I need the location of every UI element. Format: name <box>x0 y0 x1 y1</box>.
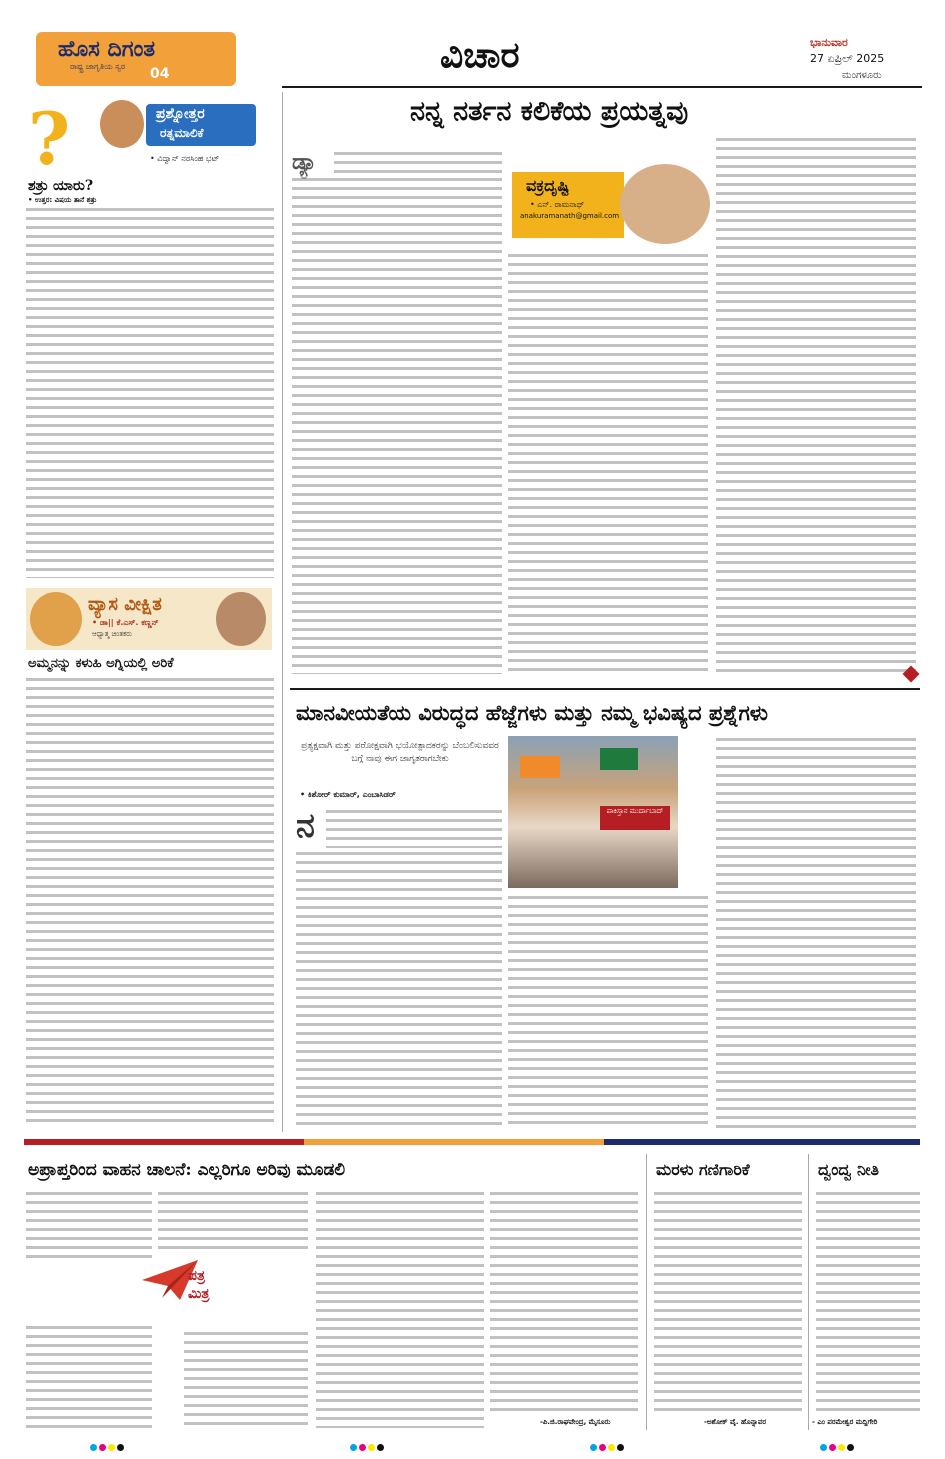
vyasa-title: ವ್ಯಾಸ ವೀಕ್ಷಿತ <box>88 594 162 615</box>
qa-article-title: ಶತ್ರು ಯಾರು? <box>28 178 94 194</box>
letter-3-signature: - ಎಂ ಪರಮೇಶ್ವರ ಮದ್ದಿಗೇರಿ <box>812 1418 878 1426</box>
letters-divider-2 <box>808 1154 809 1430</box>
qa-article-body <box>26 206 274 578</box>
letter-1-col-4 <box>490 1190 638 1412</box>
letter-2-signature: -ಅಶೋಕ್ ವೈ. ಹೊನ್ನಾವರ <box>704 1418 767 1426</box>
photo-flag-saffron <box>520 756 560 778</box>
column-divider <box>282 92 283 1132</box>
vyasa-author-photo <box>216 592 266 646</box>
stripe-orange <box>304 1139 604 1145</box>
section-divider <box>290 688 920 690</box>
main-article-column-3 <box>716 136 916 674</box>
author-email[interactable]: anakuramanath@gmail.com <box>520 212 620 220</box>
protest-banner: ಪಾಕಿಸ್ತಾನ ಮುರ್ದಾಬಾದ್ <box>600 806 670 830</box>
print-registration-marks-4 <box>820 1436 856 1455</box>
letter-1-title: ಅಪ್ರಾಪ್ತರಿಂದ ವಾಹನ ಚಾಲನೆ: ಎಲ್ಲರಿಗೂ ಅರಿವು ಮೂಡಲಿ <box>28 1160 346 1180</box>
letter-3-body <box>816 1190 920 1412</box>
humanity-article-lead <box>326 808 502 848</box>
humanity-article-author: • ಕಿಶೋರ್ ಕುಮಾರ್, ಎಂಬಾಸಿಡರ್ <box>300 790 396 799</box>
humanity-article-column-3 <box>716 736 916 1128</box>
main-article-column-1 <box>292 176 502 674</box>
main-author-photo <box>620 164 710 244</box>
page-number: 04 <box>150 66 170 82</box>
letter-2-title: ಮರಳು ಗಣಿಗಾರಿಕೆ <box>656 1160 750 1179</box>
letter-1-col-1a <box>26 1190 152 1260</box>
section-title: ವಿಚಾರ <box>440 34 520 76</box>
logo-tagline: ರಾಷ್ಟ್ರ ಜಾಗೃತಿಯ ಸ್ವರ <box>70 62 126 71</box>
letter-2-body <box>654 1190 802 1412</box>
qa-title: ಪ್ರಶ್ನೋತ್ತರ <box>156 106 205 122</box>
letters-divider-1 <box>646 1154 647 1430</box>
qa-author-photo <box>100 100 144 148</box>
letter-1-col-3 <box>316 1190 484 1428</box>
date-day: ಭಾನುವಾರ <box>810 36 848 49</box>
qa-author: • ವಿದ್ವಾನ್ ನರಸಿಂಹ ಭಟ್ <box>150 154 220 163</box>
vyasa-subtitle: ಆಧ್ಯಾತ್ಮ ಚಿಂತಕರು <box>92 630 133 638</box>
humanity-drop-cap: ನ <box>296 806 315 846</box>
humanity-article-subtitle: ಪ್ರತ್ಯಕ್ಷವಾಗಿ ಮತ್ತು ಪರೋಕ್ಷವಾಗಿ ಭಯೋತ್ಪಾದಕರನ್ನು ಬೆಂಬಲಿಸುವವರ ಬಗ್ಗೆ ನಾವು ಈಗ ಜಾಗೃತರಾಗಬೇಕು <box>301 741 499 764</box>
letters-section-label-2: ಮಿತ್ರ <box>188 1286 210 1302</box>
print-registration-marks <box>90 1436 126 1455</box>
main-article-column-2 <box>508 252 708 674</box>
main-article-intro <box>334 150 502 174</box>
main-article-author: • ಎನ್. ರಾಮನಾಥ್ <box>530 200 585 209</box>
stripe-blue <box>604 1139 920 1145</box>
main-article-drop-cap: ಡ್ಯಾ <box>292 150 317 175</box>
letter-1-col-2b <box>184 1330 308 1428</box>
vyasa-article-title: ಅಮ್ಮನನ್ನು ಕಳುಹಿ ಅಗ್ನಿಯಲ್ಲಿ ಅರಿಕೆ <box>28 656 174 671</box>
date: 27 ಏಪ್ರಿಲ್ 2025 <box>810 52 885 65</box>
letter-3-title: ದ್ವಂದ್ವ ನೀತಿ <box>818 1160 880 1179</box>
stripe-red <box>24 1139 304 1145</box>
qa-subtitle: ರತ್ನಮಾಲಿಕೆ <box>160 126 204 140</box>
photo-flag-green <box>600 748 638 770</box>
letter-1-col-1b <box>26 1324 152 1428</box>
column-name: ವಕ್ರದೃಷ್ಟಿ <box>526 176 570 195</box>
print-registration-marks-2 <box>350 1436 386 1455</box>
logo[interactable]: ಹೊಸ ದಿಗಂತ <box>58 36 156 62</box>
masthead-divider <box>282 86 922 88</box>
sage-illustration <box>30 592 82 646</box>
masthead <box>0 0 945 92</box>
qa-intro: • ಉತ್ತರ: ವಿಷಯ ತಾನೆ ಶತ್ರು <box>28 196 97 204</box>
vyasa-author: • ಡಾ|| ಕೆ.ಎಸ್. ಕಣ್ಣನ್ <box>92 618 159 627</box>
letters-section-label: ಪತ್ರ <box>188 1268 205 1284</box>
main-article-title: ನನ್ನ ನರ್ತನ ಕಲಿಕೆಯ ಪ್ರಯತ್ನವು <box>410 96 689 127</box>
print-registration-marks-3 <box>590 1436 626 1455</box>
edition-city: ಮಂಗಳೂರು <box>842 70 882 81</box>
vyasa-article-body <box>26 676 274 1128</box>
question-mark-icon: ? <box>28 96 71 181</box>
letter-1-col-2a <box>158 1190 308 1250</box>
humanity-article-column-2 <box>508 894 708 1128</box>
humanity-article-title: ಮಾನವೀಯತೆಯ ವಿರುದ್ಧದ ಹೆಜ್ಜೆಗಳು ಮತ್ತು ನಮ್ಮ ಭವಿಷ್ಯದ ಪ್ರಶ್ನೆಗಳು <box>296 700 768 725</box>
humanity-article-column-1 <box>296 850 502 1128</box>
letter-1-signature: -ಪಿ.ಜಿ.ರಾಘವೇಂದ್ರ, ಮೈಸೂರು <box>540 1418 611 1426</box>
